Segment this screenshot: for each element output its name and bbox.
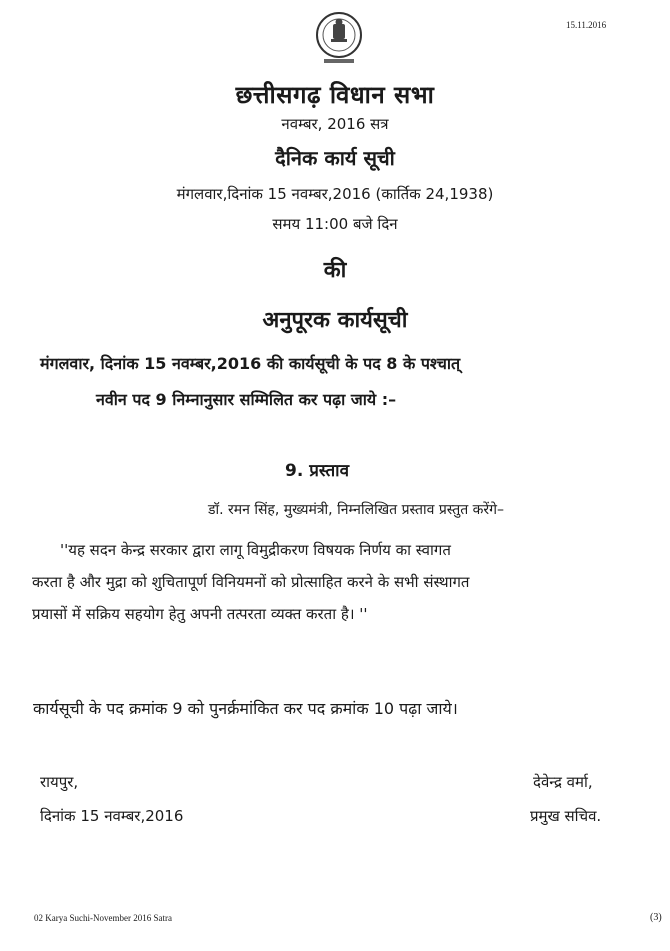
page-title: छत्तीसगढ़ विधान सभा [235, 81, 435, 109]
supplementary-heading: अनुपूरक कार्यसूची [262, 308, 408, 333]
intro-line-2: नवीन पद 9 निम्नानुसार सम्मिलित कर पढ़ा जाये :– [96, 390, 397, 409]
document-title: दैनिक कार्य सूची [275, 146, 395, 170]
renumber-note: कार्यसूची के पद क्रमांक 9 को पुनर्क्रमांकित कर पद क्रमांक 10 पढ़ा जाये। [33, 699, 458, 718]
mover-line: डॉ. रमन सिंह, मुख्यमंत्री, निम्नलिखित प्रस्ताव प्रस्तुत करेंगे– [208, 502, 505, 518]
signature-place: रायपुर, [40, 773, 79, 791]
page-number: (3) [650, 912, 662, 923]
item-heading: 9. प्रस्ताव [285, 461, 350, 481]
signatory-designation: प्रमुख सचिव. [530, 807, 602, 825]
signature-date: दिनांक 15 नवम्बर,2016 [40, 807, 184, 825]
time-line: समय 11:00 बजे दिन [272, 215, 398, 233]
intro-line-1: मंगलवार, दिनांक 15 नवम्बर,2016 की कार्यसूची के पद 8 के पश्चात् [40, 354, 461, 373]
footer-filename: 02 Karya Suchi-November 2016 Satra [34, 913, 172, 923]
signatory-name: देवेन्द्र वर्मा, [533, 773, 593, 791]
ki-heading: की [323, 258, 347, 283]
quote-line: करता है और मुद्रा को शुचितापूर्ण विनियमनों को प्रोत्साहित करने के सभी संस्थागत [32, 573, 470, 591]
quote-line: प्रयासों में सक्रिय सहयोग हेतु अपनी तत्परता व्यक्त करता है। '' [32, 605, 368, 623]
quote-line: ''यह सदन केन्द्र सरकार द्वारा लागू विमुद्रीकरण विषयक निर्णय का स्वागत [60, 541, 451, 559]
assembly-emblem-icon [314, 10, 364, 68]
date-line: मंगलवार,दिनांक 15 नवम्बर,2016 (कार्तिक 24,1938) [176, 185, 494, 203]
top-date: 15.11.2016 [566, 20, 607, 30]
session-line: नवम्बर, 2016 सत्र [281, 115, 389, 133]
